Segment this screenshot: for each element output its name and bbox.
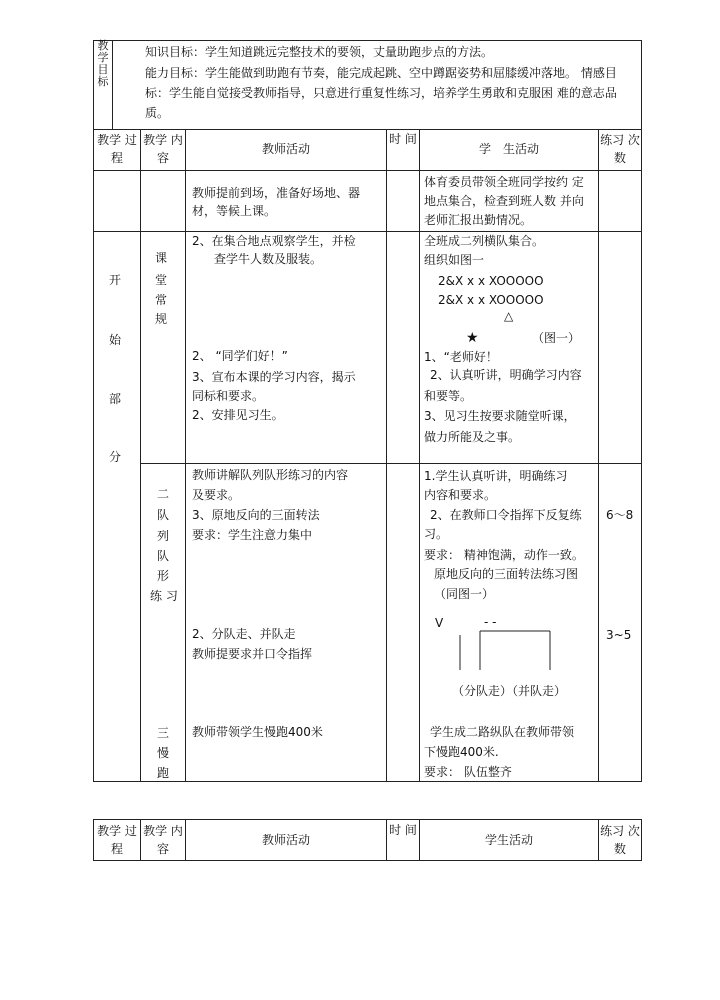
header2-process-line: 程 <box>110 842 123 856</box>
drill-char: 练 习 <box>150 589 178 603</box>
drill-char: 形 <box>157 569 170 583</box>
drill-teacher-line: 2、分队走、并队走 <box>192 627 296 641</box>
header-practice-line: 数 <box>613 151 626 165</box>
drill-student-line: 原地反向的三面转法练习图 <box>434 567 579 581</box>
jog-char: 跑 <box>157 766 170 780</box>
header2-practice-line: 练习 次 <box>600 824 640 838</box>
header-content-line: 教学 内 <box>143 133 183 147</box>
prep-teacher-line: 教师提前到场，准备好场地、器 <box>192 186 361 200</box>
header2-time: 时 间 <box>389 823 417 837</box>
routine-student-line: 做力所能及之事。 <box>424 430 521 444</box>
header-student: 学 生活动 <box>478 142 539 156</box>
routine-student-line: 2、认真听讲，明确学习内容 <box>430 368 582 382</box>
goals-label-char: 学 <box>97 51 109 64</box>
section-char: 始 <box>109 333 122 347</box>
rule <box>93 40 642 41</box>
jog-student-line: 要求： 队伍整齐 <box>424 765 512 779</box>
rule <box>641 819 642 861</box>
rule <box>386 129 387 782</box>
drill-char: 队 <box>157 549 170 563</box>
routine-teacher-line: 2、 “同学们好！” <box>192 349 288 363</box>
drill-student-line: 2、在教师口令指挥下反复练 <box>430 508 582 522</box>
rule <box>93 819 642 820</box>
march-diagram <box>420 620 598 680</box>
routine-char: 堂 <box>155 273 168 287</box>
drill-char: 列 <box>157 529 170 543</box>
rule <box>140 129 141 782</box>
routine-teacher-line: 查学牛人数及服装。 <box>214 252 323 266</box>
drill-student-line: 要求： 精神饱满，动作一致。 <box>424 548 584 562</box>
header2-process <box>94 822 140 858</box>
knowledge-goal: 知识目标：学生知道跳远完整技术的要领，丈量助跑步点的方法。 <box>145 45 494 59</box>
header2-teacher: 教师活动 <box>261 833 310 847</box>
routine-student-line: 3、见习生按要求随堂听课， <box>424 409 576 423</box>
header2-process-line: 教学 过 <box>97 824 137 838</box>
jog-student-line: 下慢跑400米. <box>424 745 499 759</box>
rule <box>419 129 420 782</box>
routine-teacher-line: 3、宣布本课的学习内容，揭示 <box>192 370 356 384</box>
drill-teacher-line: 教师讲解队列队形练习的内容 <box>192 468 349 482</box>
drill-student-line: 习。 <box>424 527 449 541</box>
drill-teacher-line: 教师提要求并口令指挥 <box>192 647 313 661</box>
practice-count: 6〜8 <box>606 508 634 522</box>
ability-goal: 能力目标：学生能做到助跑有节奏，能完成起跳、空中蹲踞姿势和屈膝缓冲落地。 情感目 <box>145 66 617 80</box>
header2-content <box>141 822 185 858</box>
emotion-goal-end: 质。 <box>145 106 170 120</box>
header2-content-line: 容 <box>156 842 169 856</box>
drill-char: 二 <box>157 487 170 501</box>
routine-teacher-line: 同标和要求。 <box>192 389 265 403</box>
drill-diagram-mark: - - <box>484 615 497 629</box>
goals-label-char: 目 <box>97 63 109 76</box>
header-practice-line: 练习 次 <box>600 133 640 147</box>
jog-char: 慢 <box>157 746 170 760</box>
rule <box>641 40 642 782</box>
routine-student-line: 1、“老师好！ <box>424 350 498 364</box>
section-char: 开 <box>109 273 122 287</box>
goals-label <box>95 40 111 88</box>
prep-student-line: 老师汇报出勤情况。 <box>424 213 533 227</box>
drill-diagram-mark: V <box>435 616 444 630</box>
drill-teacher-line: 及要求。 <box>192 488 241 502</box>
drill-student-line: （同图一） <box>434 587 495 601</box>
formation-row: 2&X x x XOOOOO <box>438 293 544 307</box>
march-diagram-caption: （分队走）（并队走） <box>452 684 567 698</box>
rule <box>93 170 642 171</box>
routine-student-line: 和要等。 <box>424 389 473 403</box>
routine-student-line: 全班成二列横队集合。 <box>424 234 545 248</box>
drill-student-line: 内容和要求。 <box>424 488 497 502</box>
rule <box>93 231 642 232</box>
drill-teacher-line: 教师带领学生慢跑400米 <box>192 725 323 739</box>
rule <box>112 40 113 129</box>
prep-student-line: 地点集合，检查到班人数 并向 <box>424 194 584 208</box>
prep-student-line: 体育委员带领全班同学按约 定 <box>424 175 584 189</box>
header-content-line: 容 <box>156 151 169 165</box>
routine-teacher-line: 2、安排见习生。 <box>192 408 284 422</box>
formation-row: 2&X x x XOOOOO <box>438 274 544 288</box>
drill-teacher-line: 3、原地反向的三面转法 <box>192 508 320 522</box>
section-char: 分 <box>109 450 122 464</box>
routine-student-line: 组织如图一 <box>424 253 485 267</box>
header2-student: 学生活动 <box>484 833 533 847</box>
drill-student-line: 1.学生认真听讲，明确练习 <box>424 469 568 483</box>
rule <box>93 129 642 130</box>
rule <box>598 129 599 782</box>
header-teacher: 教师活动 <box>261 142 310 156</box>
header-time: 时 间 <box>389 132 417 146</box>
header-process-line: 教学 过 <box>97 133 137 147</box>
header-process <box>94 131 140 167</box>
header2-practice-line: 数 <box>613 842 626 856</box>
routine-char: 规 <box>155 312 168 326</box>
header-process-line: 程 <box>110 151 123 165</box>
header-practice <box>599 131 641 167</box>
header-content <box>141 131 185 167</box>
jog-char: 三 <box>157 726 170 740</box>
header2-practice <box>599 822 641 858</box>
rule <box>185 129 186 782</box>
prep-teacher-line: 材，等候上课。 <box>192 204 277 218</box>
header2-content-line: 教学 内 <box>143 824 183 838</box>
goals-label-char: 教 <box>97 39 109 52</box>
routine-char: 课 <box>155 251 168 265</box>
goals-label-char: 标 <box>97 75 109 88</box>
star-icon: ★ <box>466 330 479 346</box>
section-char: 部 <box>109 392 122 406</box>
routine-char: 常 <box>155 293 168 307</box>
rule <box>140 463 642 464</box>
practice-count: 3~5 <box>606 628 632 642</box>
figure-label: （图一） <box>532 331 581 345</box>
routine-teacher-line: 2、在集合地点观察学生，并检 <box>192 234 356 248</box>
jog-student-line: 学生成二路纵队在教师带领 <box>430 725 575 739</box>
teacher-marker: △ <box>504 309 514 323</box>
rule <box>93 860 642 861</box>
drill-char: 队 <box>157 508 170 522</box>
drill-teacher-line: 要求：学生注意力集中 <box>192 528 313 542</box>
emotion-goal: 标：学生能自觉接受教师指导，只意进行重复性练习，培养学生勇敢和克服困 难的意志品 <box>145 86 617 100</box>
rule <box>93 781 642 782</box>
